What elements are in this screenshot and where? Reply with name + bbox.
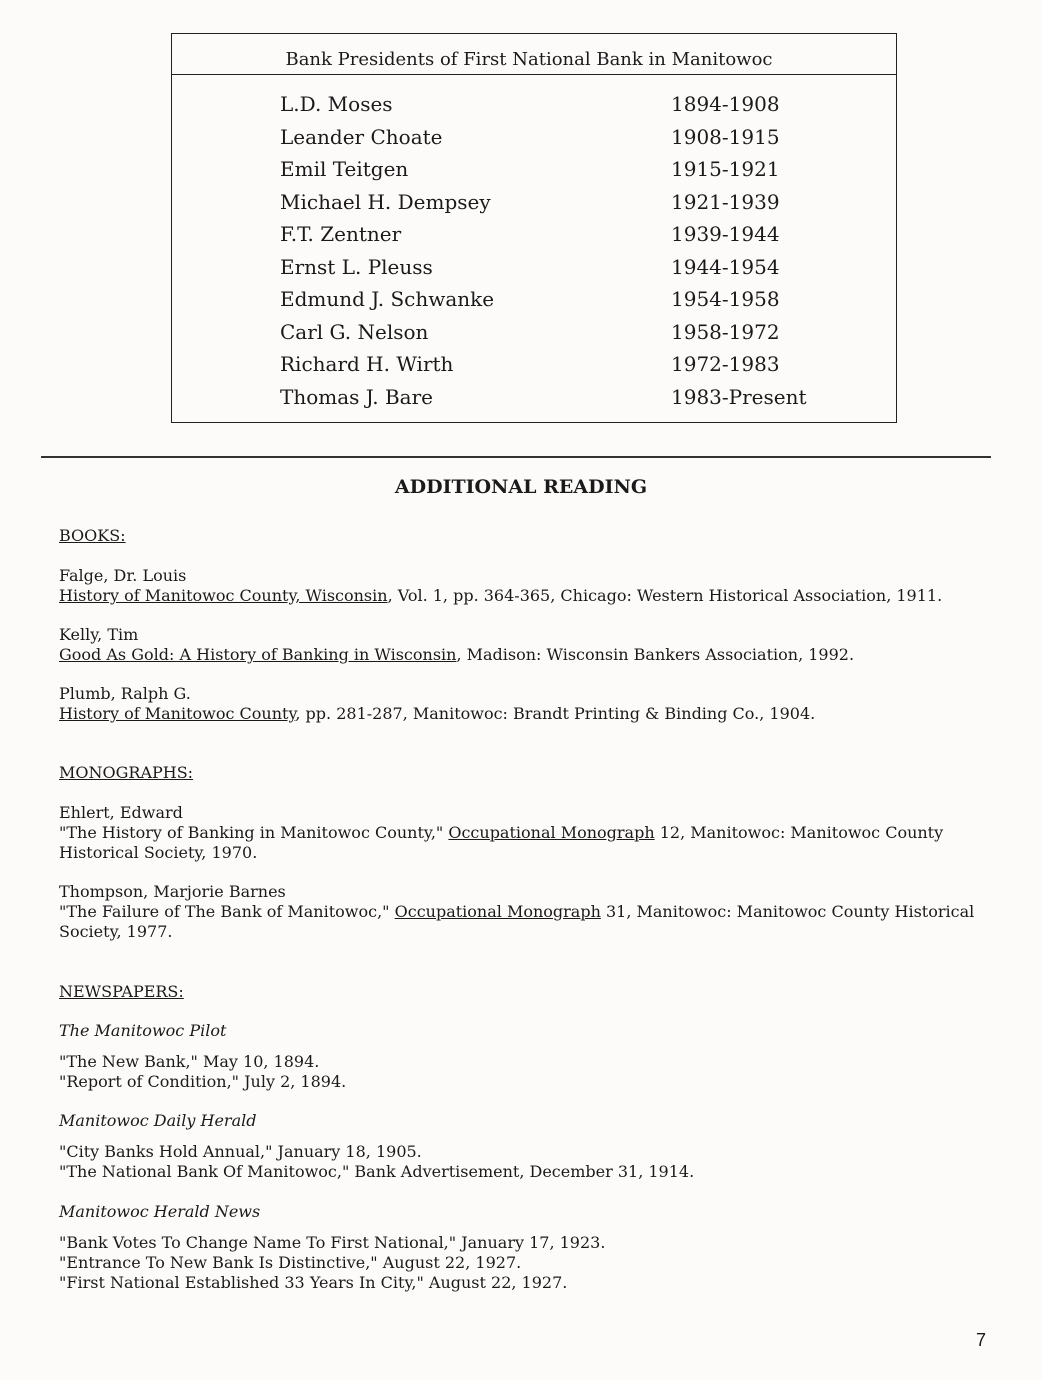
president-years: 1894-1908 [671,92,780,116]
president-name: Edmund J. Schwanke [280,287,495,311]
monograph-continuation: Society, 1977. [59,922,173,941]
book-author: Kelly, Tim [59,625,139,644]
table-row [280,385,840,417]
book-title: Good As Gold: A History of Banking in Wisconsin [59,645,457,664]
monograph-citation [59,902,974,921]
president-name: Richard H. Wirth [280,352,454,376]
monographs-label: MONOGRAPHS: [59,763,194,782]
president-years: 1983-Present [671,385,807,409]
newspapers-label: NEWSPAPERS: [59,982,184,1001]
newspaper-article: "The New Bank," May 10, 1894. [59,1052,320,1071]
books-label: BOOKS: [59,526,126,545]
newspaper-article: "City Banks Hold Annual," January 18, 1905. [59,1142,422,1161]
table-row [280,320,840,352]
monograph-continuation: Historical Society, 1970. [59,843,258,862]
newspaper-article: "Report of Condition," July 2, 1894. [59,1072,347,1091]
president-name: L.D. Moses [280,92,393,116]
president-name: Emil Teitgen [280,157,409,181]
monograph-title: "The History of Banking in Manitowoc County," [59,823,449,842]
president-years: 1921-1939 [671,190,780,214]
book-author: Falge, Dr. Louis [59,566,187,585]
newspaper-name: Manitowoc Herald News [59,1202,261,1221]
book-details: , Vol. 1, pp. 364-365, Chicago: Western Historical Association, 1911. [387,586,943,605]
monograph-title: "The Failure of The Bank of Manitowoc," [59,902,395,921]
monograph-series: Occupational Monograph [394,902,601,921]
book-details: , Madison: Wisconsin Bankers Association, 1992. [456,645,855,664]
monograph-series: Occupational Monograph [448,823,655,842]
monograph-author: Thompson, Marjorie Barnes [59,882,286,901]
newspaper-name: The Manitowoc Pilot [59,1021,227,1040]
president-name: Michael H. Dempsey [280,190,491,214]
president-years: 1939-1944 [671,222,780,246]
president-years: 1972-1983 [671,352,780,376]
book-author: Plumb, Ralph G. [59,684,191,703]
newspaper-article: "Entrance To New Bank Is Distinctive," August 22, 1927. [59,1253,522,1272]
book-citation [59,645,854,664]
president-name: Carl G. Nelson [280,320,429,344]
president-years: 1958-1972 [671,320,780,344]
monograph-details: 31, Manitowoc: Manitowoc County Historical [600,902,975,921]
president-years: 1944-1954 [671,255,780,279]
president-name: Ernst L. Pleuss [280,255,433,279]
table-row [280,190,840,222]
book-citation [59,704,815,723]
newspaper-article: "Bank Votes To Change Name To First National," January 17, 1923. [59,1233,606,1252]
table-row [280,287,840,319]
president-name: F.T. Zentner [280,222,402,246]
page-number: 7 [976,1330,987,1350]
monograph-author: Ehlert, Edward [59,803,183,822]
table-row [280,92,840,124]
book-details: , pp. 281-287, Manitowoc: Brandt Printing & Binding Co., 1904. [295,704,816,723]
table-title: Bank Presidents of First National Bank in Manitowoc [172,34,896,75]
newspaper-article: "The National Bank Of Manitowoc," Bank Advertisement, December 31, 1914. [59,1162,695,1181]
table-row [280,125,840,157]
book-citation [59,586,942,605]
table-row [280,255,840,287]
president-years: 1954-1958 [671,287,780,311]
table-row [280,157,840,189]
monograph-details: 12, Manitowoc: Manitowoc County [654,823,944,842]
president-years: 1915-1921 [671,157,780,181]
president-name: Thomas J. Bare [280,385,433,409]
president-years: 1908-1915 [671,125,780,149]
book-title: History of Manitowoc County [59,704,296,723]
newspaper-name: Manitowoc Daily Herald [59,1111,257,1130]
table-row [280,222,840,254]
section-heading: ADDITIONAL READING [394,476,648,498]
table-row [280,352,840,384]
book-title: History of Manitowoc County, Wisconsin [59,586,388,605]
section-divider [41,456,991,458]
presidents-table [171,33,897,423]
president-name: Leander Choate [280,125,443,149]
newspaper-article: "First National Established 33 Years In City," August 22, 1927. [59,1273,568,1292]
monograph-citation [59,823,943,842]
